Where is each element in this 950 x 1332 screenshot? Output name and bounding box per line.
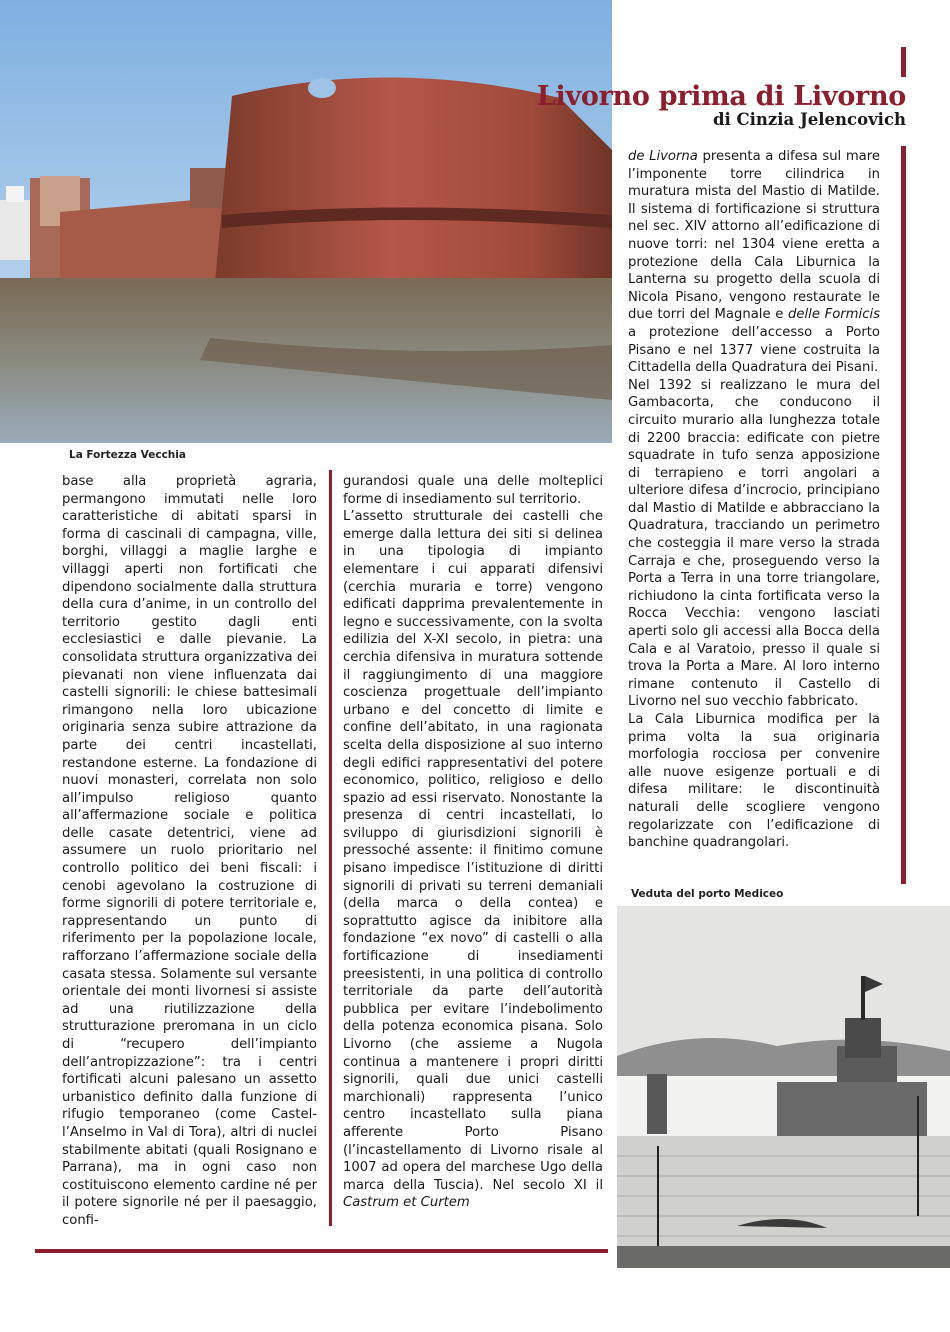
paragraph bbox=[343, 508, 603, 1212]
paragraph: base alla proprietà agraria, permangono immutati nelle loro caratteristiche di abitati sparsi in forma di cascinali di campagna, ville, borghi, villaggi a maglie larghe e villaggi aperti non fortificati che dipendono socialmente dalla struttura della cura d’anime, in un controllo del territorio gestito dagli enti ecclesiastici e dalle pievanie. La consolidata struttura organizzativa dei pievanati non viene influenzata dai castelli signorili: le chiese battesimali rimangono nella loro ubicazione originaria senza subire attrazione da parte dei centri incastellati, restandone esterne. La fondazione di nuovi monasteri, correlata non solo all’impulso religioso quanto all’affermazione sociale e politica delle casate detentrici, viene ad assumere un ruolo prioritario nel controllo politico dei beni fiscali: i cenobi agevolano la costruzione di forme signorili di potere territoriale e, rappresentando un punto di riferimento per la popolazione locale, rafforzano l’affermazione sociale della casata stessa. Solamente sul versante orientale dei monti livornesi si assiste ad una riutilizzazione della strutturazione preromana in un ciclo di “recupero dell’impianto dell’antropizzazione”: tra i centri fortificati alcuni palesano un assetto urbanistico definito dalla funzione di rifugio temporaneo (come Castel-l’Anselmo in Val di Tora), altri di nuclei stabilmente abitati (quali Rosignano e Parrana), ma in ogni caso non costituiscono elemento cardine né per il potere signorile né per il paesaggio, confi- bbox=[62, 474, 317, 1228]
italic-text: de Livorna bbox=[628, 149, 698, 164]
paragraph-text: L’assetto strutturale dei castelli che emerge dalla lettura dei siti si delinea in una tipologia di impianto elementare i cui apparati difensivi (cerchia muraria e torre) vengono edificati dapprima prevalentemente in legno e successivamente, con la svolta edilizia del X-XI secolo, in pietra: una cerchia difensiva in muratura sottende il raggiungimento di una maggiore coscienza progettuale dell’impianto urbano e del concetto di limite e confine dell’abitato, in una ragionata scelta della disposizione al suo interno degli edifici rappresentativi del potere economico, politico, religioso e dello spazio ad essi riservato. Nonostante la presenza di centri incastellati, lo sviluppo di giurisdizioni signorili è pressoché assente: il finitimo comune pisano impedisce l’istituzione di diritti signorili di privati su terreni demaniali (della marca o della contea) e soprattutto agisce da inibitore alla fondazione “ex novo” di castelli o alla fortificazione di insediamenti preesistenti, in una politica di controllo territoriale da parte dell’autorità pubblica per evitare l’indebolimento della potenza economica pisana. Solo Livorno (che assieme a Nugola continua a mantenere i propri diritti signorili, quali due unici castelli marchionali) rappresenta l’unico centro incastellato sulla piana afferente Porto Pisano (l’incastellamento di Livorno risale al 1007 ad opera del marchese Ugo della marca della Tuscia). Nel secolo XI il bbox=[343, 509, 603, 1193]
fortezza-caption: La Fortezza Vecchia bbox=[69, 449, 186, 461]
text-column-3 bbox=[628, 148, 880, 852]
page-title: Livorno prima di Livorno bbox=[536, 81, 906, 112]
bottom-rule bbox=[35, 1249, 608, 1253]
paragraph-text: a protezione dell’accesso a Porto Pisano e nel 1377 viene costruita la Cittadella della Quadratura dei Pisani. bbox=[628, 324, 880, 376]
title-block bbox=[537, 82, 906, 130]
fortezza-vecchia-photo bbox=[0, 0, 612, 443]
paragraph: La Cala Liburnica modifica per la prima volta la sua originaria morfologia rocciosa per convenire alle nuove esigenze portuali e di difesa militare: le discontinuità naturali delle scogliere vengono regolarizzate con l’edificazione di banchine quadrangolari. bbox=[628, 712, 880, 851]
porto-caption: Veduta del porto Mediceo bbox=[631, 888, 784, 900]
text-column-2 bbox=[343, 473, 603, 1212]
paragraph: Nel 1392 si realizzano le mura del Gambacorta, che conducono il circuito murario alla lunghezza totale di 2200 braccia: edificate con pietre squadrate in tufo senza apposizione di terrapieno e torri angolari a ulteriore difesa d’incrocio, principiano dal Mastio di Matilde e abbracciano la Quadratura, tracciando un perimetro che costeggia il mare verso la strada Carraja e che, proseguendo verso la Porta a Terra in una torre triangolare, richiudono la cinta fortificata verso la Rocca Vecchia: vengono lasciati aperti solo gli accessi alla Bocca della Cala e al Varatoio, presso il quale si trova la Porta a Mare. Al loro interno rimane contenuto il Castello di Livorno nel suo vecchio fabbricato. bbox=[628, 377, 880, 710]
paragraph bbox=[628, 148, 880, 377]
paragraph: gurandosi quale una delle molteplici forme di insediamento sul territorio. bbox=[343, 474, 603, 507]
author-byline: di Cinzia Jelencovich bbox=[712, 110, 906, 129]
italic-text: Castrum et Curtem bbox=[343, 1195, 470, 1211]
paragraph-text: presenta a difesa sul mare l’imponente torre cilindrica in muratura mista del Mastio di Matilde. Il sistema di fortificazione si struttura nel sec. XIV attorno all’edificazione di nuove torri: nel 1304 viene eretta a protezione della Cala Liburnica la Lanterna su progetto della scuola di Nicola Pisano, vengono restaurate le due torri del Magnale e bbox=[628, 149, 880, 323]
italic-text: delle Formicis bbox=[788, 307, 880, 323]
porto-mediceo-engraving bbox=[617, 906, 950, 1268]
column-divider-vertical bbox=[329, 470, 332, 1226]
right-divider-vertical bbox=[901, 146, 906, 884]
text-column-1 bbox=[62, 473, 317, 1230]
title-accent-bar bbox=[901, 47, 906, 77]
